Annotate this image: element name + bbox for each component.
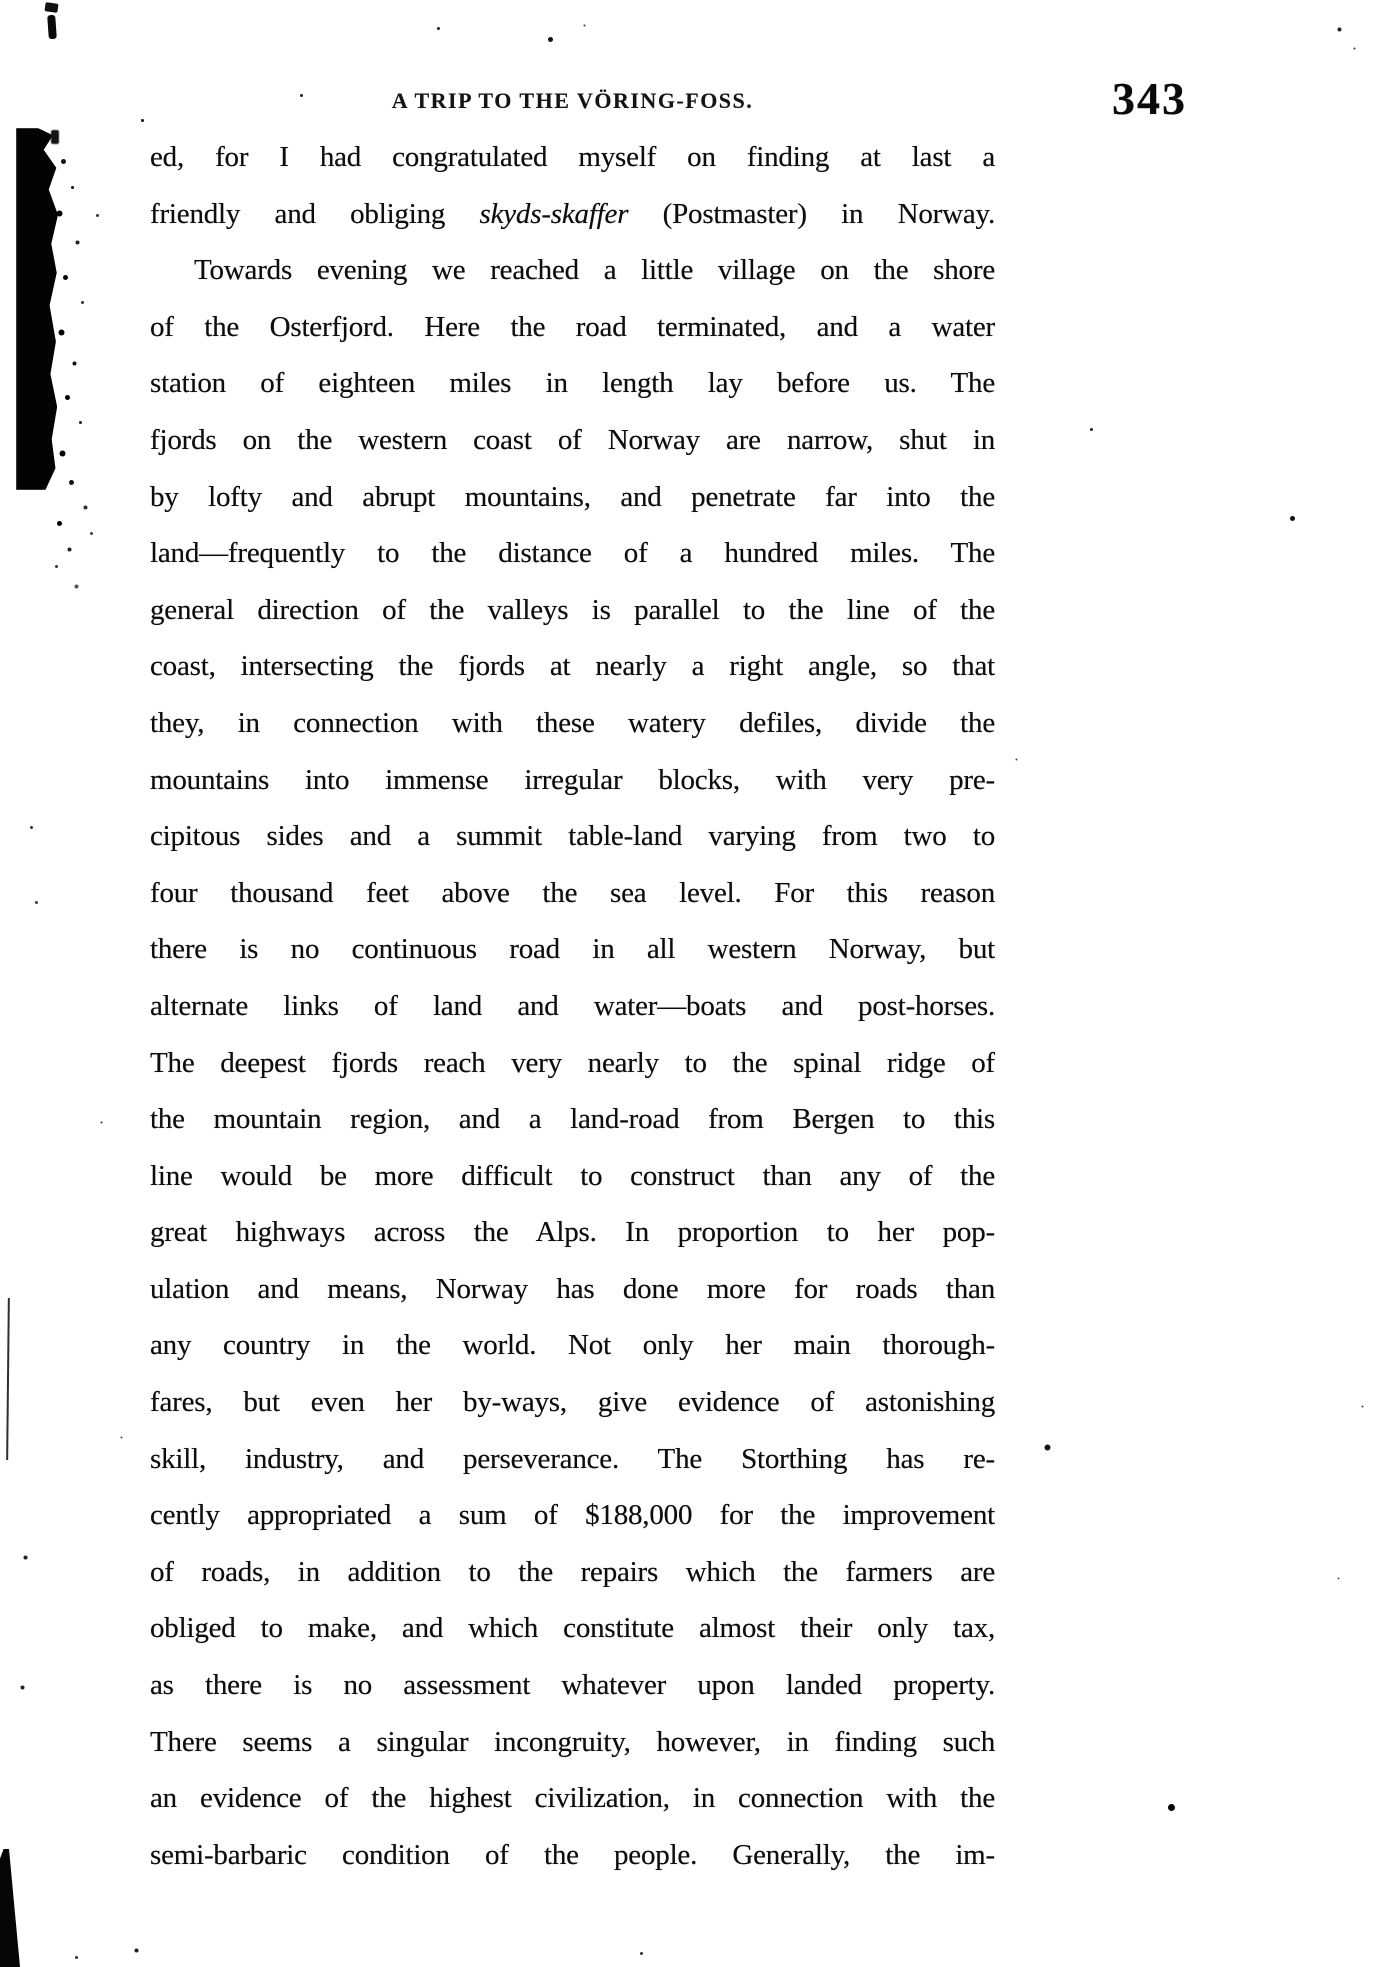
text-segment: ulation and means, Norway has done more for roads than (150, 1272, 995, 1305)
text-segment: as there is no assessment whatever upon landed property. (150, 1669, 995, 1702)
text-line (150, 695, 995, 752)
text-line (150, 1091, 995, 1148)
text-segment: land—frequently to the distance of a hundred miles. The (150, 537, 995, 570)
text-segment: The deepest fjords reach very nearly to the spinal ridge of (150, 1046, 995, 1079)
text-line (150, 1600, 995, 1657)
text-segment: coast, intersecting the fjords at nearly a right angle, so that (150, 650, 995, 683)
text-line (150, 978, 995, 1035)
text-line (150, 299, 995, 356)
scan-corner-wedge (0, 1849, 20, 1967)
italic-text-segment: skyds-skaffer (479, 197, 629, 230)
binding-shadow-bar (16, 128, 58, 490)
text-line (150, 469, 995, 526)
text-line (150, 1714, 995, 1771)
text-segment: cipitous sides and a summit table-land varying from two to (150, 820, 995, 853)
text-segment: great highways across the Alps. In proportion to her pop- (150, 1216, 995, 1249)
text-line (150, 1827, 995, 1884)
text-line (150, 525, 995, 582)
text-segment: of the Osterfjord. Here the road terminated, and a water (150, 310, 995, 343)
scan-corner-mark (51, 130, 59, 144)
text-segment: station of eighteen miles in length lay before us. The (150, 367, 995, 400)
text-segment: alternate links of land and water—boats and post-horses. (150, 989, 995, 1022)
text-segment: ed, for I had congratulated myself on finding at last a (150, 141, 995, 173)
text-segment: obliged to make, and which constitute almost their only tax, (150, 1612, 995, 1645)
text-line (150, 1770, 995, 1827)
text-line (150, 355, 995, 412)
text-line (150, 1544, 995, 1601)
text-segment: cently appropriated a sum of $188,000 for the improvement (150, 1499, 995, 1532)
text-segment: friendly and obliging (150, 197, 480, 230)
text-line (150, 412, 995, 469)
binding-speckle-noise (0, 0, 3, 3)
text-segment: mountains into immense irregular blocks, with very pre- (150, 763, 995, 796)
text-line (150, 129, 995, 186)
text-line (150, 865, 995, 922)
text-line (150, 1431, 995, 1488)
text-segment: Towards evening we reached a little village on the shore (194, 254, 995, 287)
text-line (150, 808, 995, 865)
text-segment: of roads, in addition to the repairs which the farmers are (150, 1555, 995, 1588)
text-segment: (Postmaster) in Norway. (628, 197, 995, 230)
text-segment: they, in connection with these watery defiles, divide the (150, 706, 995, 739)
text-line (150, 1204, 995, 1261)
scan-edge-line (6, 1298, 10, 1460)
scan-speckle-noise (0, 0, 3, 3)
text-line (150, 186, 995, 243)
text-line (150, 752, 995, 809)
page-number: 343 (1112, 73, 1187, 124)
text-line (150, 1148, 995, 1205)
text-segment: by lofty and abrupt mountains, and penetrate far into the (150, 480, 995, 513)
text-line (150, 1035, 995, 1092)
text-segment: there is no continuous road in all western Norway, but (150, 933, 995, 966)
running-title: A TRIP TO THE VÖRING-FOSS. (391, 88, 754, 113)
text-line (150, 1657, 995, 1714)
body-text (150, 129, 995, 1883)
text-segment: fjords on the western coast of Norway are narrow, shut in (150, 423, 995, 456)
scan-corner-mark (47, 15, 57, 39)
text-segment: any country in the world. Not only her main thorough- (150, 1329, 995, 1362)
text-line (150, 582, 995, 639)
text-segment: the mountain region, and a land-road from Bergen to this (150, 1103, 995, 1136)
text-segment: skill, industry, and perseverance. The Storthing has re- (150, 1442, 995, 1475)
text-line (150, 1487, 995, 1544)
text-line (150, 921, 995, 978)
text-segment: There seems a singular incongruity, however, in finding such (150, 1725, 995, 1758)
text-line (150, 638, 995, 695)
text-line (150, 242, 995, 299)
text-segment: fares, but even her by-ways, give evidence of astonishing (150, 1386, 995, 1419)
text-segment: an evidence of the highest civilization, in connection with the (150, 1782, 995, 1815)
text-line (150, 1374, 995, 1431)
text-segment: four thousand feet above the sea level. For this reason (150, 876, 995, 909)
text-line (150, 1261, 995, 1318)
text-line (150, 1317, 995, 1374)
scan-corner-mark (44, 2, 58, 13)
text-segment: general direction of the valleys is parallel to the line of the (150, 593, 995, 626)
text-segment: line would be more difficult to construct than any of the (150, 1159, 995, 1192)
text-segment: semi-barbaric condition of the people. Generally, the im- (150, 1838, 995, 1871)
